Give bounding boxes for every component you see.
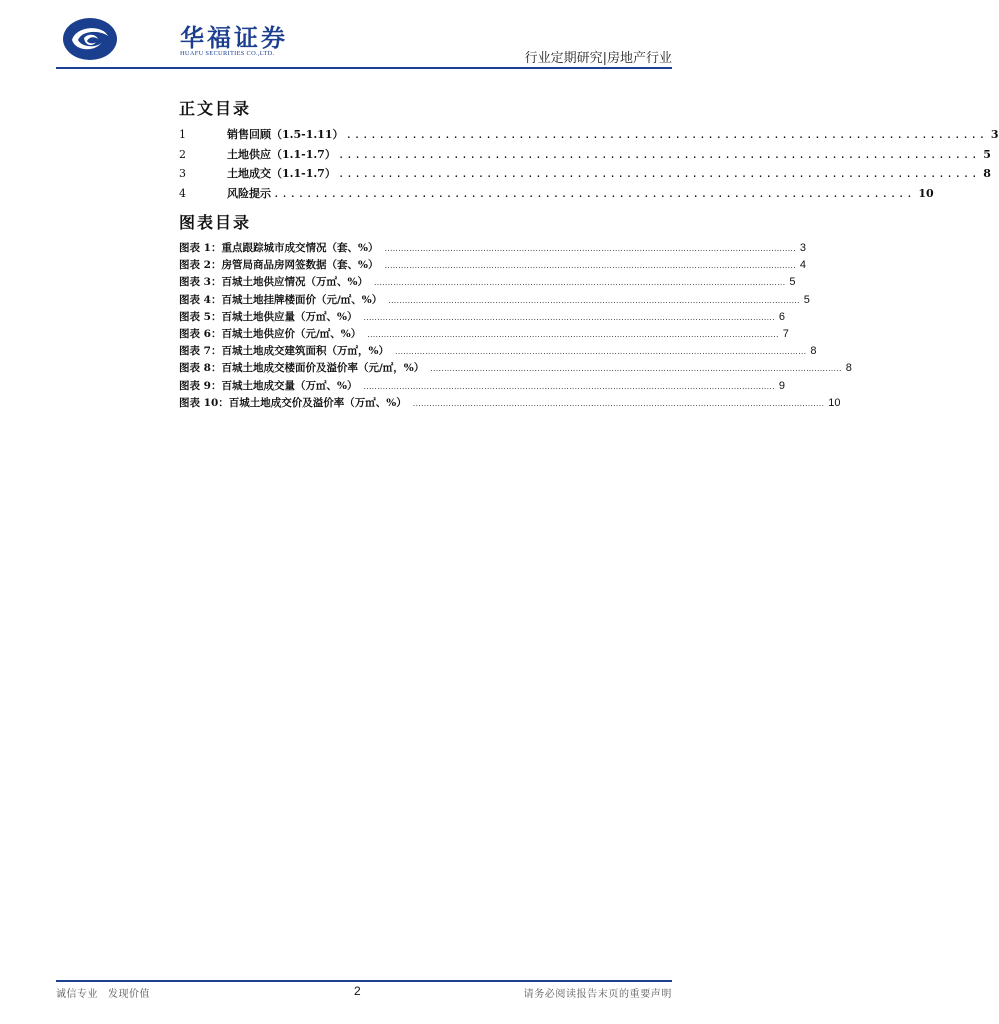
page-number: 2 <box>354 984 361 998</box>
figure-entry-page: 5 <box>803 293 810 306</box>
footer-disclaimer: 请务必阅读报告末页的重要声明 <box>523 989 672 1000</box>
header-divider <box>56 67 672 69</box>
toc-entry-number: 2 <box>179 147 186 161</box>
dot-leader: ...................................................................................................................................................... <box>430 364 842 374</box>
toc-title: 正文目录 <box>179 99 252 118</box>
dot-leader: ...................................................................................................................................................... <box>412 398 825 408</box>
footer-slogan-1: 诚信专业 <box>56 989 98 1000</box>
toc-entry-label: 风险提示 <box>227 187 271 201</box>
figure-entry[interactable] <box>179 309 786 326</box>
toc-entry-label: 销售回顾（1.5-1.11） <box>227 128 344 141</box>
toc-entry[interactable] <box>179 125 999 145</box>
brand-name-cn: 华福证券 <box>180 24 288 52</box>
figure-entry-page: 10 <box>828 396 841 409</box>
figure-entry-label: 图表 10：百城土地成交价及溢价率（万㎡、%） <box>179 396 407 409</box>
figure-entry[interactable] <box>179 343 817 360</box>
huafu-logo-icon <box>62 16 118 62</box>
dot-leader: ...................................................................................................................................................... <box>388 295 800 305</box>
dot-leader: .............................................................................. <box>337 167 980 181</box>
figure-entry-page: 7 <box>782 327 789 340</box>
report-type: 行业定期研究|房地产行业 <box>524 51 672 66</box>
toc-entry-page: 10 <box>918 187 934 201</box>
toc-entry-number: 4 <box>179 187 186 201</box>
figure-entry[interactable] <box>179 360 852 377</box>
toc-entry-number: 3 <box>179 167 186 181</box>
figure-entry-label: 图表 9：百城土地成交量（万㎡、%） <box>179 379 358 392</box>
dot-leader: ...................................................................................................................................................... <box>373 278 786 288</box>
dot-leader: .............................................................................. <box>337 147 980 161</box>
figure-list <box>179 240 852 412</box>
dot-leader: ...................................................................................................................................................... <box>363 312 775 322</box>
figure-entry-label: 图表 1：重点跟踪城市成交情况（套、%） <box>179 242 379 254</box>
dot-leader: .............................................................................. <box>273 187 915 201</box>
toc-list <box>179 125 999 204</box>
toc-entry[interactable] <box>179 164 991 184</box>
figure-entry-page: 5 <box>789 276 796 289</box>
dot-leader: ...................................................................................................................................................... <box>363 381 775 391</box>
figure-entry-label: 图表 8：百城土地成交楼面价及溢价率（元/㎡，%） <box>179 362 425 375</box>
brand-name-en: HUAFU SECURITIES CO.,LTD. <box>180 50 275 57</box>
toc-entry-number: 1 <box>179 128 186 141</box>
figure-entry-label: 图表 5：百城土地供应量（万㎡、%） <box>179 310 358 323</box>
figure-entry[interactable] <box>179 395 841 412</box>
figure-entry[interactable] <box>179 326 789 343</box>
figure-entry-page: 8 <box>845 362 852 375</box>
toc-entry-label: 土地成交（1.1-1.7） <box>227 167 336 181</box>
figure-entry-label: 图表 7：百城土地成交建筑面积（万㎡，%） <box>179 345 389 358</box>
footer-slogan <box>56 985 150 1000</box>
figure-entry-label: 图表 3：百城土地供应情况（万㎡、%） <box>179 276 368 289</box>
figure-entry[interactable] <box>179 378 786 395</box>
figure-list-title: 图表目录 <box>179 213 252 232</box>
toc-entry-page: 3 <box>990 128 999 141</box>
figure-entry-page: 6 <box>778 310 786 323</box>
dot-leader: ...................................................................................................................................................... <box>384 261 796 271</box>
figure-entry-page: 9 <box>778 379 786 392</box>
figure-entry-label: 图表 4：百城土地挂牌楼面价（元/㎡、%） <box>179 293 383 306</box>
dot-leader: ...................................................................................................................................................... <box>384 244 796 253</box>
figure-entry-label: 图表 2：房管局商品房网签数据（套、%） <box>179 259 379 272</box>
toc-entry[interactable] <box>179 145 991 165</box>
figure-entry[interactable] <box>179 292 810 309</box>
toc-entry-label: 土地供应（1.1-1.7） <box>227 147 336 161</box>
dot-leader: ...................................................................................................................................................... <box>394 347 807 357</box>
figure-entry[interactable] <box>179 257 807 274</box>
toc-entry-page: 5 <box>983 147 991 161</box>
figure-entry[interactable] <box>179 274 796 291</box>
figure-entry-page: 3 <box>799 242 807 254</box>
figure-entry[interactable] <box>179 240 807 257</box>
dot-leader: .............................................................................. <box>345 128 987 141</box>
toc-entry[interactable] <box>179 184 934 204</box>
toc-entry-page: 8 <box>983 167 991 181</box>
footer-slogan-2: 发现价值 <box>108 989 150 1000</box>
figure-entry-page: 8 <box>810 345 817 358</box>
figure-entry-label: 图表 6：百城土地供应价（元/㎡、%） <box>179 327 362 340</box>
figure-entry-page: 4 <box>799 259 807 272</box>
footer-divider <box>56 980 672 982</box>
page-header <box>56 12 672 70</box>
dot-leader: ...................................................................................................................................................... <box>367 329 779 339</box>
